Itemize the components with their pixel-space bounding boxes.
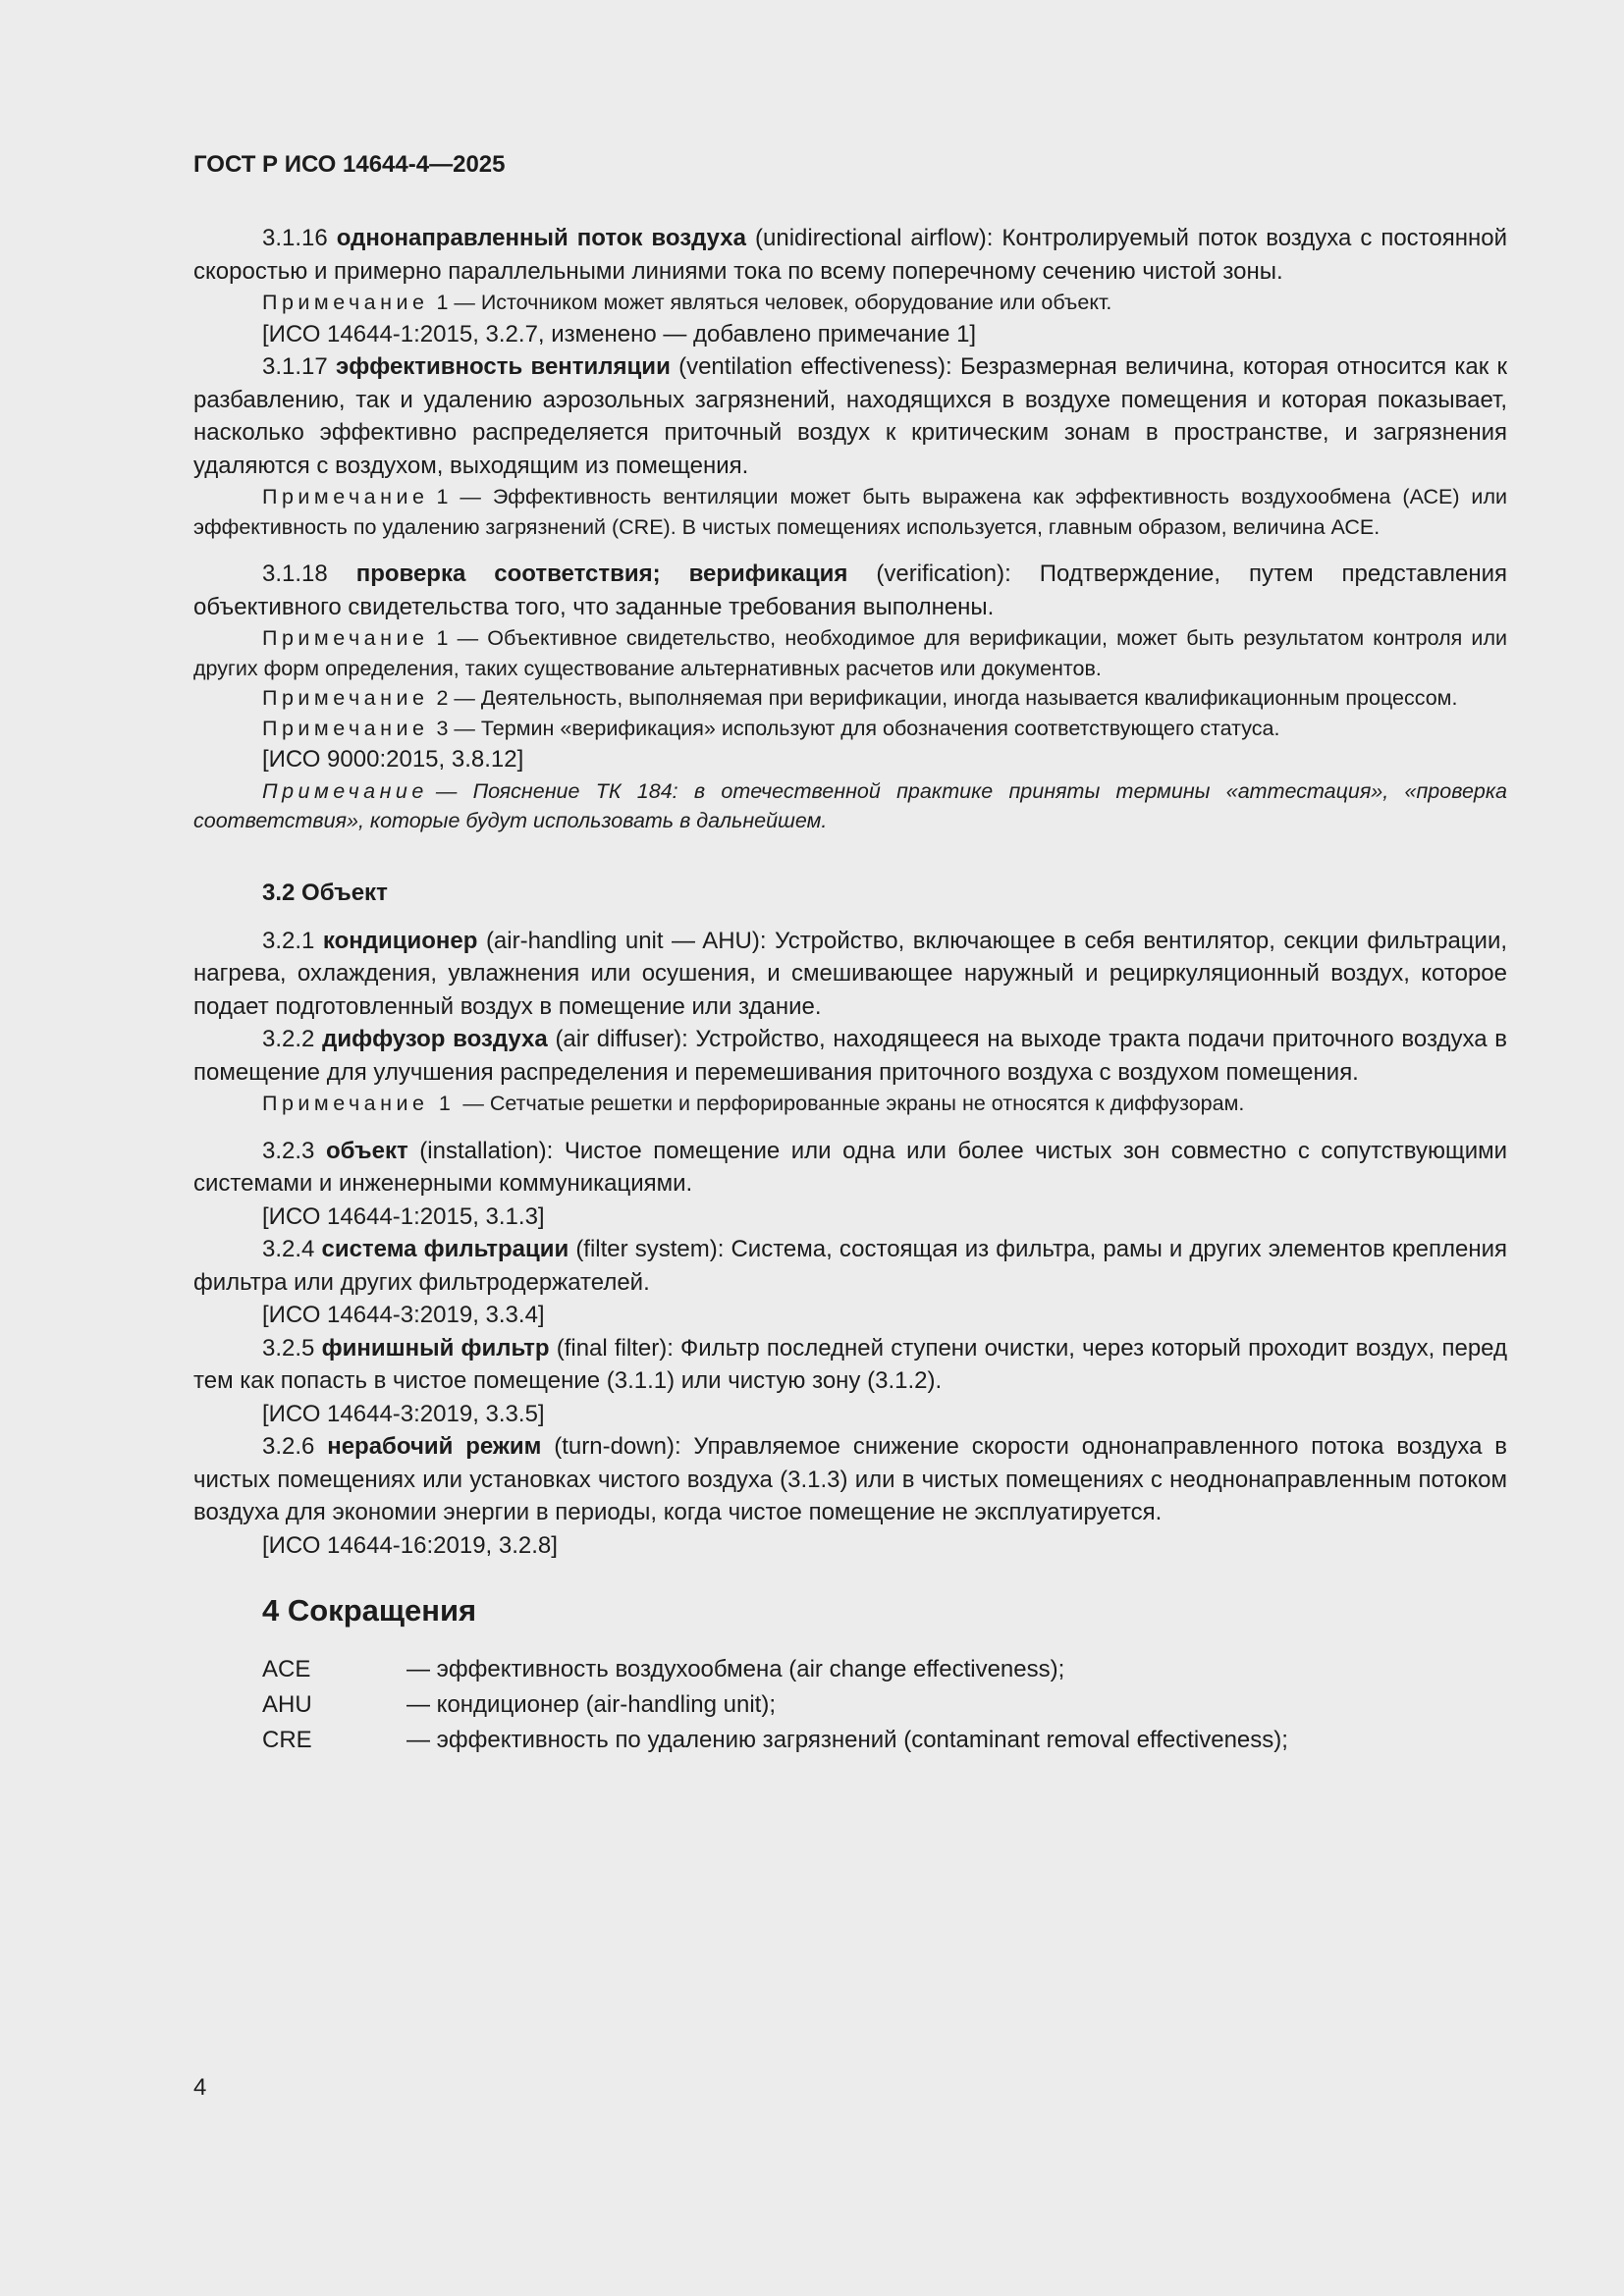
term-definition: (ventilation effectiveness): Безразмерная величина, которая относится как к разбавлению, так и удалению аэрозольных загрязнений, находящихся в воздухе помещения и которая показывает, насколько эффективно распределяется приточный воздух к критическим зонам в пространстве, и загрязнения удаляются с воздухом, выходящим из помещения.: [193, 353, 1507, 479]
page-number: 4: [193, 2074, 207, 2101]
term-name: диффузор воздуха: [322, 1026, 548, 1052]
term-3-1-18: [193, 558, 1507, 623]
note-text: 1 — Источником может являться человек, оборудование или объект.: [436, 291, 1112, 314]
term-definition: (turn-down): Управляемое снижение скорости однонаправленного потока воздуха в чистых помещениях или установках чистого воздуха (3.1.3) или в чистых помещениях с неоднонаправленным потоком воздуха для экономии энергии в периоды, когда чистое помещение не эксплуатируется.: [193, 1433, 1508, 1525]
note-3-1-16-1: [193, 288, 1507, 318]
term-number: 3.2.5: [262, 1334, 315, 1362]
source-reference: [ИСО 14644-1:2015, 3.2.7, изменено — добавлено примечание 1]: [262, 320, 977, 347]
term-name: проверка соответствия; верификация: [355, 561, 848, 587]
source-reference: [ИСО 14644-16:2019, 3.2.8]: [262, 1531, 558, 1559]
term-definition: (final filter): Фильтр последней ступени очистки, через который проходит воздух, перед тем как попасть в чистое помещение (3.1.1) или чистую зону (3.1.2).: [193, 1334, 1508, 1394]
term-3-2-6: [193, 1430, 1507, 1529]
note-text: 3 — Термин «верификация» используют для обозначения соответствующего статуса.: [436, 716, 1280, 740]
term-name: эффективность вентиляции: [336, 353, 671, 380]
term-3-2-4: [193, 1233, 1507, 1299]
note-label: Примечание: [262, 716, 429, 740]
note-text: — Сетчатые решетки и перфорированные экраны не относятся к диффузорам.: [462, 1092, 1245, 1115]
note-3-1-18-3: [193, 714, 1507, 744]
term-name: объект: [325, 1137, 408, 1164]
term-definition: (air diffuser): Устройство, находящееся на выходе тракта подачи приточного воздуха в помещение для улучшения распределения и перемешивания приточного воздуха с воздухом помещения.: [193, 1026, 1507, 1086]
note-text: — Пояснение ТК 184: в отечественной практике приняты термины «аттестация», «проверка соответствия», которые будут использовать в дальнейшем.: [193, 778, 1507, 832]
abbreviation-description: — кондиционер (air-handling unit);: [406, 1691, 776, 1718]
abbreviation-code: CRE: [262, 1727, 312, 1753]
term-definition: (filter system): Система, состоящая из фильтра, рамы и других элементов крепления фильтра или других фильтродержателей.: [193, 1236, 1507, 1296]
term-3-2-5: [193, 1332, 1507, 1398]
note-label: Примечание: [262, 778, 428, 803]
subsection-heading-3-2: 3.2 Объект: [262, 879, 388, 906]
section-heading-4: 4 Сокращения: [262, 1593, 477, 1628]
term-definition: (verification): Подтверждение, путем представления объективного свидетельства того, что заданные требования выполнены.: [193, 561, 1507, 620]
term-number: 3.1.17: [262, 353, 328, 380]
abbreviations-list: [193, 1652, 1507, 1758]
term-3-2-3: [193, 1135, 1507, 1201]
abbreviation-code: AHU: [262, 1691, 312, 1718]
abbreviation-description: — эффективность по удалению загрязнений (contaminant removal effectiveness);: [406, 1727, 1288, 1753]
note-text: 2 — Деятельность, выполняемая при верификации, иногда называется квалификационным процессом.: [436, 686, 1458, 710]
term-number: 3.1.16: [262, 225, 328, 251]
term-3-2-1: [193, 925, 1507, 1024]
term-number: 3.2.1: [262, 927, 315, 954]
note-3-1-18-2: [193, 683, 1507, 714]
tk-184-note: [193, 776, 1507, 836]
abbreviation-row: [193, 1687, 1507, 1723]
note-3-2-2-1: [193, 1089, 1507, 1119]
note-label: Примечание: [262, 626, 429, 650]
term-number: 3.2.4: [262, 1236, 315, 1262]
abbreviation-description: — эффективность воздухообмена (air change effectiveness);: [406, 1656, 1065, 1682]
term-number: 3.2.2: [262, 1026, 315, 1052]
term-number: 3.2.3: [262, 1137, 315, 1164]
term-definition: (installation): Чистое помещение или одна или более чистых зон совместно с сопутствующими системами и инженерными коммуникациями.: [193, 1137, 1508, 1197]
term-name: нерабочий режим: [327, 1433, 542, 1460]
term-number: 3.1.18: [262, 561, 328, 587]
note-label: Примечание: [262, 291, 429, 314]
note-label: Примечание 1: [262, 1092, 456, 1115]
term-definition: (air-handling unit — AHU): Устройство, включающее в себя вентилятор, секции фильтрации, нагрева, охлаждения, увлажнения или осушения, и смешивающее наружный и рециркуляционный воздух, которое подает подготовленный воздух в помещение или здание.: [193, 927, 1508, 1020]
term-name: кондиционер: [322, 927, 478, 954]
term-3-2-2: [193, 1023, 1507, 1089]
term-number: 3.2.6: [262, 1433, 315, 1460]
note-text: 1 — Объективное свидетельство, необходимое для верификации, может быть результатом контроля или других форм определения, таких существование альтернативных расчетов или документов.: [193, 626, 1507, 680]
source-reference: [ИСО 14644-1:2015, 3.1.3]: [262, 1202, 545, 1230]
term-3-1-17: [193, 350, 1507, 482]
document-page: [193, 147, 1507, 1758]
term-3-1-16: [193, 222, 1507, 288]
term-name: однонаправленный поток воздуха: [336, 225, 746, 251]
source-reference: [ИСО 14644-3:2019, 3.3.5]: [262, 1400, 545, 1427]
term-definition: (unidirectional airflow): Контролируемый поток воздуха с постоянной скоростью и примерно параллельными линиями тока по всему поперечному сечению чистой зоны.: [193, 225, 1508, 285]
abbreviation-row: [193, 1723, 1507, 1758]
note-label: Примечание: [262, 686, 429, 710]
term-name: финишный фильтр: [321, 1334, 550, 1362]
note-3-1-18-1: [193, 623, 1507, 683]
note-text: 1 — Эффективность вентиляции может быть выражена как эффективность воздухообмена (АСЕ) или эффективность по удалению загрязнений (CRE). В чистых помещениях используется, главным образом, величина АСЕ.: [193, 485, 1507, 539]
source-reference: [ИСО 9000:2015, 3.8.12]: [262, 746, 524, 773]
source-reference: [ИСО 14644-3:2019, 3.3.4]: [262, 1302, 545, 1328]
term-name: система фильтрации: [321, 1236, 569, 1262]
document-header: ГОСТ Р ИСО 14644-4—2025: [193, 151, 506, 178]
note-label: Примечание: [262, 485, 429, 508]
abbreviation-code: ACE: [262, 1656, 311, 1682]
note-3-1-17-1: [193, 482, 1507, 542]
abbreviation-row: [193, 1652, 1507, 1687]
